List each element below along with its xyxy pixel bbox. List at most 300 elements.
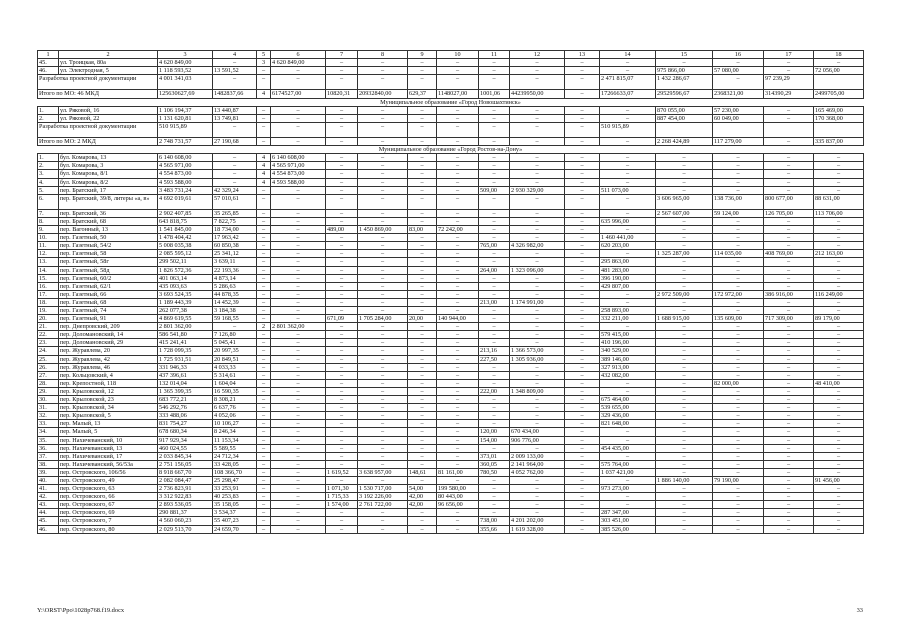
value-cell: 7 822,75 <box>213 217 257 225</box>
column-number: 7 <box>326 51 358 59</box>
value-cell: – <box>408 452 437 460</box>
value-cell: – <box>437 371 479 379</box>
value-cell: – <box>764 178 814 186</box>
value-cell: 1001,06 <box>479 90 510 98</box>
value-cell: – <box>600 379 656 387</box>
table-row <box>38 114 864 122</box>
value-cell: – <box>257 226 271 234</box>
value-cell: – <box>271 468 326 476</box>
value-cell: – <box>358 250 408 258</box>
table-row <box>38 323 864 331</box>
value-cell: 629,37 <box>408 90 437 98</box>
value-cell: – <box>479 67 510 75</box>
table-row <box>38 282 864 290</box>
value-cell: – <box>565 485 600 493</box>
value-cell: 126 705,00 <box>764 209 814 217</box>
value-cell: – <box>565 226 600 234</box>
address-cell: пер. Островского, 7 <box>59 517 158 525</box>
value-cell: 3 184,38 <box>213 307 257 315</box>
row-number: 25. <box>38 355 59 363</box>
value-cell: 3 638 957,00 <box>358 468 408 476</box>
value-cell: – <box>510 363 565 371</box>
row-number: 22. <box>38 331 59 339</box>
value-cell: 1 189 443,39 <box>158 298 213 306</box>
row-number: 6. <box>38 194 59 209</box>
value-cell: – <box>713 242 764 250</box>
value-cell: 643 818,75 <box>158 217 213 225</box>
value-cell: – <box>326 476 358 484</box>
value-cell: 172 972,00 <box>713 290 764 298</box>
value-cell: – <box>437 234 479 242</box>
value-cell: 575 764,00 <box>600 460 656 468</box>
row-number: 46. <box>38 67 59 75</box>
value-cell: – <box>326 339 358 347</box>
value-cell <box>764 122 814 137</box>
value-cell: – <box>271 258 326 266</box>
value-cell: 586 541,80 <box>158 331 213 339</box>
value-cell: – <box>257 298 271 306</box>
value-cell: – <box>656 298 713 306</box>
value-cell: 40 253,83 <box>213 493 257 501</box>
value-cell: 20 849,51 <box>213 355 257 363</box>
value-cell: – <box>656 242 713 250</box>
value-cell: 831 754,27 <box>158 420 213 428</box>
address-cell: пер. Островского, 67 <box>59 501 158 509</box>
value-cell: 800 677,00 <box>764 194 814 209</box>
value-cell: 16 590,35 <box>213 387 257 395</box>
value-cell: – <box>326 138 358 146</box>
value-cell: – <box>565 307 600 315</box>
value-cell: – <box>326 323 358 331</box>
value-cell: 917 929,34 <box>158 436 213 444</box>
value-cell: – <box>565 436 600 444</box>
value-cell: 222,00 <box>479 387 510 395</box>
value-cell: – <box>271 250 326 258</box>
value-cell: 1482837,66 <box>213 90 257 98</box>
value-cell: – <box>713 460 764 468</box>
value-cell: – <box>600 290 656 298</box>
value-cell: – <box>437 266 479 274</box>
value-cell: 1 715,33 <box>326 493 358 501</box>
value-cell: – <box>565 274 600 282</box>
value-cell: – <box>764 67 814 75</box>
value-cell: – <box>656 525 713 533</box>
value-cell: – <box>600 154 656 162</box>
value-cell: – <box>326 170 358 178</box>
row-number: 3. <box>38 170 59 178</box>
row-number: 24. <box>38 347 59 355</box>
value-cell: – <box>358 234 408 242</box>
value-cell: – <box>257 290 271 298</box>
value-cell: 25 298,47 <box>213 476 257 484</box>
value-cell: 57 010,61 <box>213 194 257 209</box>
value-cell: 2 930 329,00 <box>510 186 565 194</box>
value-cell: – <box>271 396 326 404</box>
value-cell: 11 153,34 <box>213 436 257 444</box>
value-cell: 327 913,00 <box>600 363 656 371</box>
value-cell: 33 253,91 <box>213 485 257 493</box>
value-cell: – <box>713 307 764 315</box>
value-cell: – <box>408 75 437 90</box>
value-cell: – <box>271 493 326 501</box>
value-cell: – <box>510 217 565 225</box>
value-cell: – <box>656 468 713 476</box>
value-cell: – <box>713 420 764 428</box>
table-row <box>38 250 864 258</box>
column-number: 17 <box>764 51 814 59</box>
value-cell: – <box>764 323 814 331</box>
value-cell: – <box>213 170 257 178</box>
column-number: 10 <box>437 51 479 59</box>
value-cell: – <box>510 234 565 242</box>
value-cell: – <box>814 282 864 290</box>
address-cell: бул. Комарова, 3 <box>59 162 158 170</box>
value-cell: 4 <box>257 90 271 98</box>
value-cell: – <box>257 476 271 484</box>
value-cell: 765,00 <box>479 242 510 250</box>
value-cell: – <box>479 217 510 225</box>
row-number: 38. <box>38 460 59 468</box>
value-cell: – <box>408 250 437 258</box>
value-cell: 4 869 619,55 <box>158 315 213 323</box>
value-cell: – <box>510 75 565 90</box>
value-cell: 59 124,00 <box>713 209 764 217</box>
value-cell: – <box>408 217 437 225</box>
value-cell: 6174527,00 <box>271 90 326 98</box>
value-cell: – <box>565 194 600 209</box>
value-cell: – <box>764 501 814 509</box>
value-cell: – <box>565 217 600 225</box>
value-cell: 4 593 588,00 <box>158 178 213 186</box>
row-number: 13. <box>38 258 59 266</box>
value-cell: 82 000,00 <box>713 379 764 387</box>
table-row <box>38 396 864 404</box>
table-row <box>38 315 864 323</box>
value-cell: – <box>358 138 408 146</box>
value-cell: – <box>358 170 408 178</box>
value-cell: – <box>326 194 358 209</box>
value-cell: 258 893,00 <box>600 307 656 315</box>
value-cell: – <box>326 122 358 137</box>
value-cell: 3 639,11 <box>213 258 257 266</box>
row-label: Итого по МО: 2 МКД <box>38 138 158 146</box>
value-cell: – <box>814 412 864 420</box>
value-cell: – <box>764 138 814 146</box>
value-cell: – <box>479 138 510 146</box>
address-cell: бул. Комарова, 13 <box>59 154 158 162</box>
address-cell: пер. Газетный, 58г <box>59 258 158 266</box>
value-cell: 8 918 667,70 <box>158 468 213 476</box>
value-cell: 546 292,76 <box>158 404 213 412</box>
value-cell: – <box>257 194 271 209</box>
value-cell: – <box>565 170 600 178</box>
value-cell: – <box>257 460 271 468</box>
value-cell: – <box>213 178 257 186</box>
value-cell: – <box>713 517 764 525</box>
value-cell: – <box>358 347 408 355</box>
address-cell: пер. Доломановский, 14 <box>59 331 158 339</box>
value-cell: – <box>764 106 814 114</box>
value-cell: – <box>271 476 326 484</box>
column-number: 5 <box>257 51 271 59</box>
value-cell: – <box>814 234 864 242</box>
value-cell: – <box>257 355 271 363</box>
value-cell: – <box>437 122 479 137</box>
value-cell: – <box>713 339 764 347</box>
value-cell: 13 749,81 <box>213 114 257 122</box>
value-cell: 1 325 287,00 <box>656 250 713 258</box>
value-cell: 97 239,29 <box>764 75 814 90</box>
value-cell: – <box>713 186 764 194</box>
value-cell: 1 460 441,00 <box>600 234 656 242</box>
value-cell: 20932840,00 <box>358 90 408 98</box>
row-number: 42. <box>38 493 59 501</box>
value-cell: 3 192 226,00 <box>358 493 408 501</box>
value-cell: 429 807,00 <box>600 282 656 290</box>
value-cell: 3 <box>257 59 271 67</box>
value-cell: 4 560 060,23 <box>158 517 213 525</box>
value-cell: – <box>565 242 600 250</box>
value-cell: – <box>358 217 408 225</box>
value-cell: – <box>257 217 271 225</box>
value-cell: – <box>479 493 510 501</box>
value-cell: – <box>565 178 600 186</box>
value-cell: – <box>408 396 437 404</box>
value-cell: – <box>326 290 358 298</box>
value-cell: – <box>764 460 814 468</box>
value-cell: – <box>408 428 437 436</box>
value-cell: – <box>764 242 814 250</box>
value-cell: – <box>510 331 565 339</box>
value-cell: – <box>600 59 656 67</box>
value-cell: – <box>358 428 408 436</box>
value-cell: 335 837,00 <box>814 138 864 146</box>
value-cell: – <box>257 75 271 90</box>
row-number: 34. <box>38 428 59 436</box>
value-cell: – <box>437 258 479 266</box>
table-row <box>38 226 864 234</box>
value-cell: 373,01 <box>479 452 510 460</box>
value-cell: 5 589,55 <box>213 444 257 452</box>
value-cell: – <box>713 178 764 186</box>
table-row <box>38 67 864 75</box>
row-number: 16. <box>38 282 59 290</box>
value-cell: – <box>600 250 656 258</box>
value-cell: 44 878,35 <box>213 290 257 298</box>
value-cell: 1148027,00 <box>437 90 479 98</box>
row-number: 2. <box>38 114 59 122</box>
value-cell: – <box>713 501 764 509</box>
value-cell: 435 093,63 <box>158 282 213 290</box>
value-cell: – <box>713 217 764 225</box>
table-row <box>38 412 864 420</box>
value-cell: – <box>764 363 814 371</box>
value-cell: – <box>408 67 437 75</box>
value-cell: – <box>713 226 764 234</box>
address-cell: пер. Газетный, 66 <box>59 290 158 298</box>
value-cell: – <box>326 371 358 379</box>
value-cell: – <box>271 436 326 444</box>
value-cell: – <box>271 428 326 436</box>
value-cell: – <box>479 234 510 242</box>
value-cell: – <box>437 307 479 315</box>
value-cell: – <box>326 363 358 371</box>
value-cell: – <box>479 509 510 517</box>
value-cell: 3 606 965,00 <box>656 194 713 209</box>
value-cell: – <box>326 355 358 363</box>
row-number: 15. <box>38 274 59 282</box>
column-number: 11 <box>479 51 510 59</box>
value-cell: – <box>479 250 510 258</box>
value-cell: – <box>656 217 713 225</box>
value-cell: – <box>656 363 713 371</box>
address-cell: пер. Газетный, 60/2 <box>59 274 158 282</box>
address-cell: ул. Электродная, 5 <box>59 67 158 75</box>
table-row <box>38 170 864 178</box>
value-cell: – <box>437 509 479 517</box>
value-cell: – <box>358 209 408 217</box>
value-cell: 24 712,34 <box>213 452 257 460</box>
value-cell: – <box>479 226 510 234</box>
value-cell: 35 265,85 <box>213 209 257 217</box>
value-cell: 89 179,00 <box>814 315 864 323</box>
value-cell: 340 529,00 <box>600 347 656 355</box>
value-cell: – <box>437 363 479 371</box>
value-cell: 2 748 731,57 <box>158 138 213 146</box>
value-cell: – <box>600 106 656 114</box>
value-cell: 108 366,70 <box>213 468 257 476</box>
address-cell: пер. Газетный, 62/1 <box>59 282 158 290</box>
value-cell: – <box>565 250 600 258</box>
table-row <box>38 452 864 460</box>
value-cell: – <box>437 404 479 412</box>
value-cell: – <box>271 209 326 217</box>
value-cell: 1 071,30 <box>326 485 358 493</box>
table-row <box>38 258 864 266</box>
value-cell: – <box>326 517 358 525</box>
value-cell: – <box>565 298 600 306</box>
address-cell: пер. Вагонный, 13 <box>59 226 158 234</box>
value-cell: – <box>656 59 713 67</box>
value-cell: – <box>408 387 437 395</box>
value-cell: – <box>257 468 271 476</box>
value-cell: – <box>565 379 600 387</box>
value-cell: – <box>656 323 713 331</box>
value-cell: 1 478 404,42 <box>158 234 213 242</box>
value-cell: 1 826 572,36 <box>158 266 213 274</box>
table-row <box>38 122 864 137</box>
value-cell: – <box>764 162 814 170</box>
value-cell: – <box>510 226 565 234</box>
value-cell: – <box>408 339 437 347</box>
value-cell: – <box>764 331 814 339</box>
value-cell: – <box>713 347 764 355</box>
value-cell: – <box>358 355 408 363</box>
value-cell: 2 902 407,85 <box>158 209 213 217</box>
value-cell: – <box>408 412 437 420</box>
row-number: 31. <box>38 404 59 412</box>
value-cell: 1 450 869,00 <box>358 226 408 234</box>
value-cell: 20 997,35 <box>213 347 257 355</box>
value-cell: – <box>565 396 600 404</box>
value-cell: – <box>814 485 864 493</box>
value-cell: – <box>764 412 814 420</box>
value-cell: – <box>510 444 565 452</box>
row-number: 46. <box>38 525 59 533</box>
value-cell: – <box>479 282 510 290</box>
value-cell: – <box>479 59 510 67</box>
value-cell: – <box>479 170 510 178</box>
value-cell: – <box>257 509 271 517</box>
value-cell: – <box>713 404 764 412</box>
address-cell: пер. Островского, 106/56 <box>59 468 158 476</box>
value-cell: – <box>326 154 358 162</box>
address-cell: пер. Журавлева, 20 <box>59 347 158 355</box>
value-cell: – <box>656 170 713 178</box>
row-number: 7. <box>38 209 59 217</box>
value-cell: 1 432 286,67 <box>656 75 713 90</box>
value-cell: 2 761 722,00 <box>358 501 408 509</box>
value-cell: 1 728 099,35 <box>158 347 213 355</box>
address-cell: пер. Днепровский, 209 <box>59 323 158 331</box>
value-cell: – <box>600 114 656 122</box>
value-cell: – <box>764 387 814 395</box>
value-cell: – <box>437 347 479 355</box>
value-cell: – <box>257 307 271 315</box>
value-cell: – <box>814 509 864 517</box>
value-cell: – <box>358 379 408 387</box>
value-cell: – <box>656 347 713 355</box>
value-cell: – <box>656 178 713 186</box>
value-cell: – <box>713 355 764 363</box>
value-cell: 213,16 <box>479 347 510 355</box>
table-row <box>38 363 864 371</box>
value-cell: 14 452,39 <box>213 298 257 306</box>
row-number: 44. <box>38 509 59 517</box>
value-cell: – <box>510 404 565 412</box>
value-cell: – <box>656 517 713 525</box>
value-cell: 8 246,34 <box>213 428 257 436</box>
value-cell: – <box>358 396 408 404</box>
value-cell: – <box>764 355 814 363</box>
row-number: 1. <box>38 106 59 114</box>
value-cell: – <box>814 258 864 266</box>
value-cell: – <box>814 444 864 452</box>
value-cell: – <box>479 363 510 371</box>
value-cell: – <box>326 404 358 412</box>
value-cell: – <box>565 517 600 525</box>
value-cell: – <box>713 162 764 170</box>
value-cell: 386 916,00 <box>764 290 814 298</box>
value-cell: – <box>408 363 437 371</box>
value-cell: – <box>271 122 326 137</box>
column-number: 3 <box>158 51 213 59</box>
value-cell: – <box>656 404 713 412</box>
value-cell: – <box>271 315 326 323</box>
value-cell: – <box>764 396 814 404</box>
value-cell: – <box>437 75 479 90</box>
value-cell: – <box>510 154 565 162</box>
value-cell: 213,00 <box>479 298 510 306</box>
value-cell: – <box>814 493 864 501</box>
value-cell: 1 305 936,00 <box>510 355 565 363</box>
value-cell: 1 118 593,52 <box>158 67 213 75</box>
value-cell: 4 <box>257 154 271 162</box>
value-cell: – <box>814 436 864 444</box>
value-cell: 2 082 084,47 <box>158 476 213 484</box>
value-cell: – <box>814 170 864 178</box>
table-row <box>38 428 864 436</box>
